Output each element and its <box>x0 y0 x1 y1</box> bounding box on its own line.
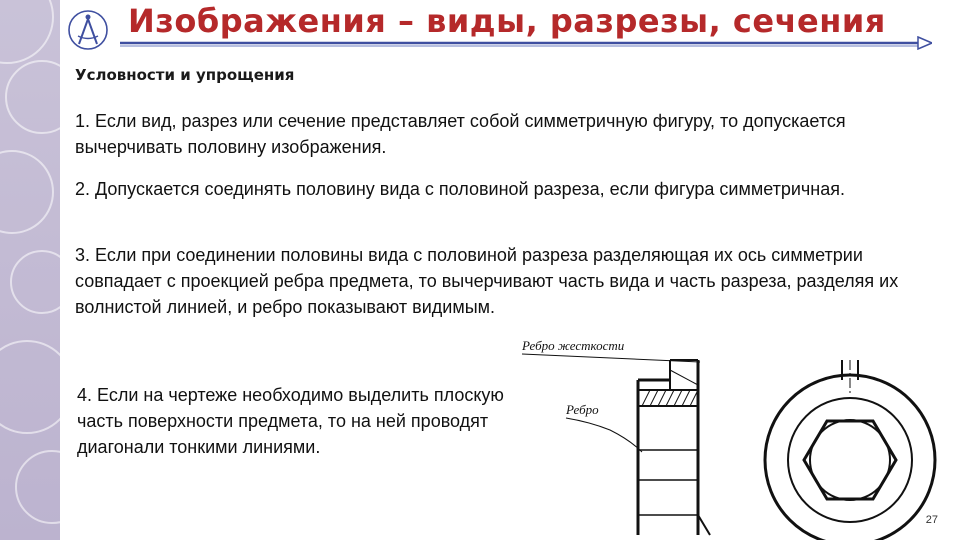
label-rib-stiffness: Ребро жесткости <box>522 338 625 353</box>
rule-paragraph-4: 4. Если на чертеже необходимо выделить плоскую часть поверхности предмета, то на ней проводят диагонали тонкими линиями. <box>77 385 504 457</box>
rule-paragraph-2: 2. Допускается соединять половину вида с половиной разреза, если фигура симметричная. <box>75 179 846 199</box>
label-rib: Ребро <box>566 402 599 417</box>
section-subheading: Условности и упрощения <box>75 66 295 84</box>
technical-drawing <box>510 330 950 540</box>
front-view <box>765 360 935 540</box>
rule-paragraph-1: 1. Если вид, разрез или сечение представляет собой симметричную фигуру, то допускается вычерчивать половину изображения. <box>75 111 846 157</box>
decorative-sidebar <box>0 0 60 540</box>
compass-logo-icon <box>66 8 110 52</box>
rule-paragraph-3: 3. Если при соединении половины вида с половиной разреза разделяющая их ось симметрии совпадает с проекцией ребра предмета, то вычерчивают часть вида и часть разреза, разделяя их волнистой линией, и ребро показывают видимым. <box>75 245 899 317</box>
slide-title: Изображения – виды, разрезы, сечения <box>128 2 886 40</box>
side-view <box>638 360 710 535</box>
page-number: 27 <box>925 514 938 526</box>
title-underline-arrow <box>120 36 932 50</box>
